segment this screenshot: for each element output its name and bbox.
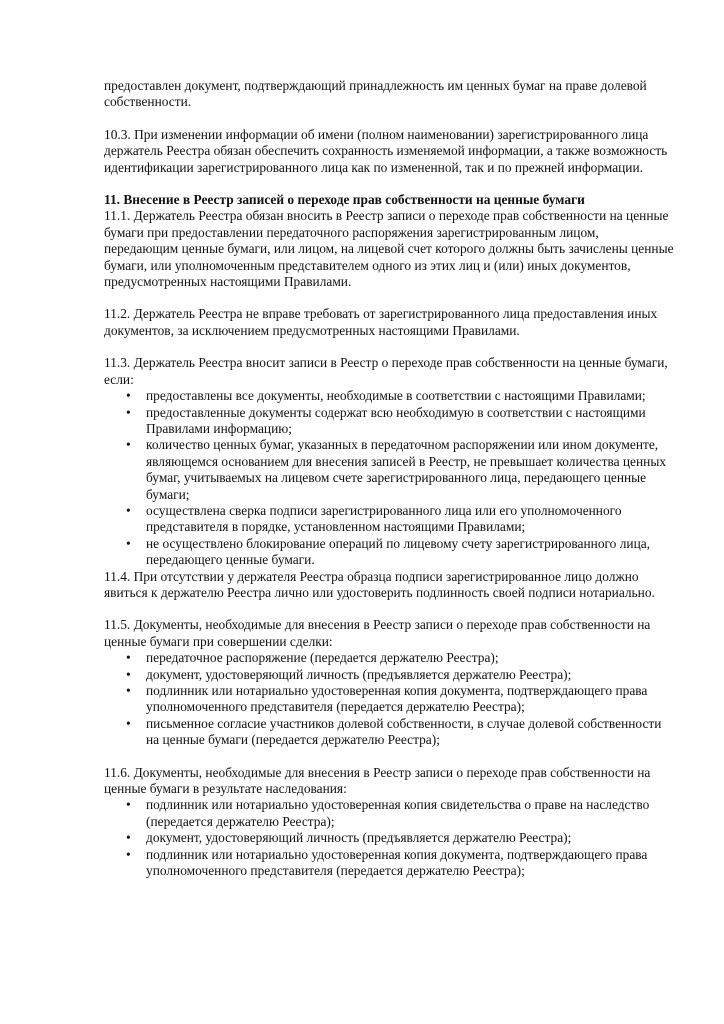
paragraph-11-1: 11.1. Держатель Реестра обязан вносить в Реестр записи о переходе прав собственности на ценные бумаги при предоставлении передаточного распоряжения зарегистрированным лицом, передающим ценные бумаги, или лицом, на лицевой счет которого должны быть зачислены ценные бумаги, или уполномоченным представителем одного из этих лиц и (или) иных документов, предусмотренных настоящими Правилами. [104, 208, 674, 290]
list-item: • количество ценных бумаг, указанных в передаточном распоряжении или ином документе, являющемся основанием для внесения записей в Реестр, не превышает количества ценных бумаг, учитываемых на лицевом счете зарегистрированного лица, передающего ценные бумаги; [104, 437, 674, 503]
list-item: • подлинник или нотариально удостоверенная копия свидетельства о праве на наследство (передается держателю Реестра); [104, 797, 674, 830]
list-item: • предоставленные документы содержат всю необходимую в соответствии с настоящими Правилами информацию; [104, 405, 674, 438]
list-item: • передаточное распоряжение (передается держателю Реестра); [104, 650, 674, 666]
list-11-3 [104, 388, 674, 568]
paragraph-11-4: 11.4. При отсутствии у держателя Реестра образца подписи зарегистрированное лицо должно явиться к держателю Реестра лично или удостоверить подлинность своей подписи нотариально. [104, 568, 655, 600]
list-item: • предоставлены все документы, необходимые в соответствии с настоящими Правилами; [104, 388, 674, 404]
section-heading-11: 11. Внесение в Реестр записей о переходе прав собственности на ценные бумаги [104, 192, 585, 208]
paragraph-continuation: предоставлен документ, подтверждающий принадлежность им ценных бумаг на праве долевой собственности. [104, 78, 647, 110]
paragraph-11-3: 11.3. Держатель Реестра вносит записи в Реестр о переходе прав собственности на ценные бумаги, если: [104, 355, 668, 387]
list-item: • осуществлена сверка подписи зарегистрированного лица или его уполномоченного представителя в порядке, установленном настоящими Правилами; [104, 503, 674, 536]
list-item: • не осуществлено блокирование операций по лицевому счету зарегистрированного лица, передающего ценные бумаги. [104, 536, 674, 569]
paragraph-11-6: 11.6. Документы, необходимые для внесения в Реестр записи о переходе прав собственности на ценные бумаги в результате наследования: [104, 764, 651, 797]
list-item: • подлинник или нотариально удостоверенная копия документа, подтверждающего права уполномоченного представителя (передается держателю Реестра); [104, 847, 674, 880]
list-item: • документ, удостоверяющий личность (предъявляется держателю Реестра); [104, 830, 674, 846]
list-item: • подлинник или нотариально удостоверенная копия документа, подтверждающего права уполномоченного представителя (передается держателю Реестра); [104, 683, 674, 716]
list-item: • письменное согласие участников долевой собственности, в случае долевой собственности на ценные бумаги (передается держателю Реестра); [104, 716, 674, 749]
paragraph-11-2: 11.2. Держатель Реестра не вправе требовать от зарегистрированного лица предоставления иных документов, за исключением предусмотренных настоящими Правилами. [104, 306, 658, 338]
list-11-6 [104, 797, 674, 879]
document-page [104, 78, 674, 879]
paragraph-11-5: 11.5. Документы, необходимые для внесения в Реестр записи о переходе прав собственности на ценные бумаги при совершении сделки: [104, 617, 651, 649]
list-item: • документ, удостоверяющий личность (предъявляется держателю Реестра); [104, 667, 674, 683]
paragraph-10-3: 10.3. При изменении информации об имени (полном наименовании) зарегистрированного лица держатель Реестра обязан обеспечить сохранность изменяемой информации, а также возможность идентификации зарегистрированного лица как по измененной, так и по прежней информации. [104, 126, 668, 175]
list-11-5 [104, 650, 674, 748]
